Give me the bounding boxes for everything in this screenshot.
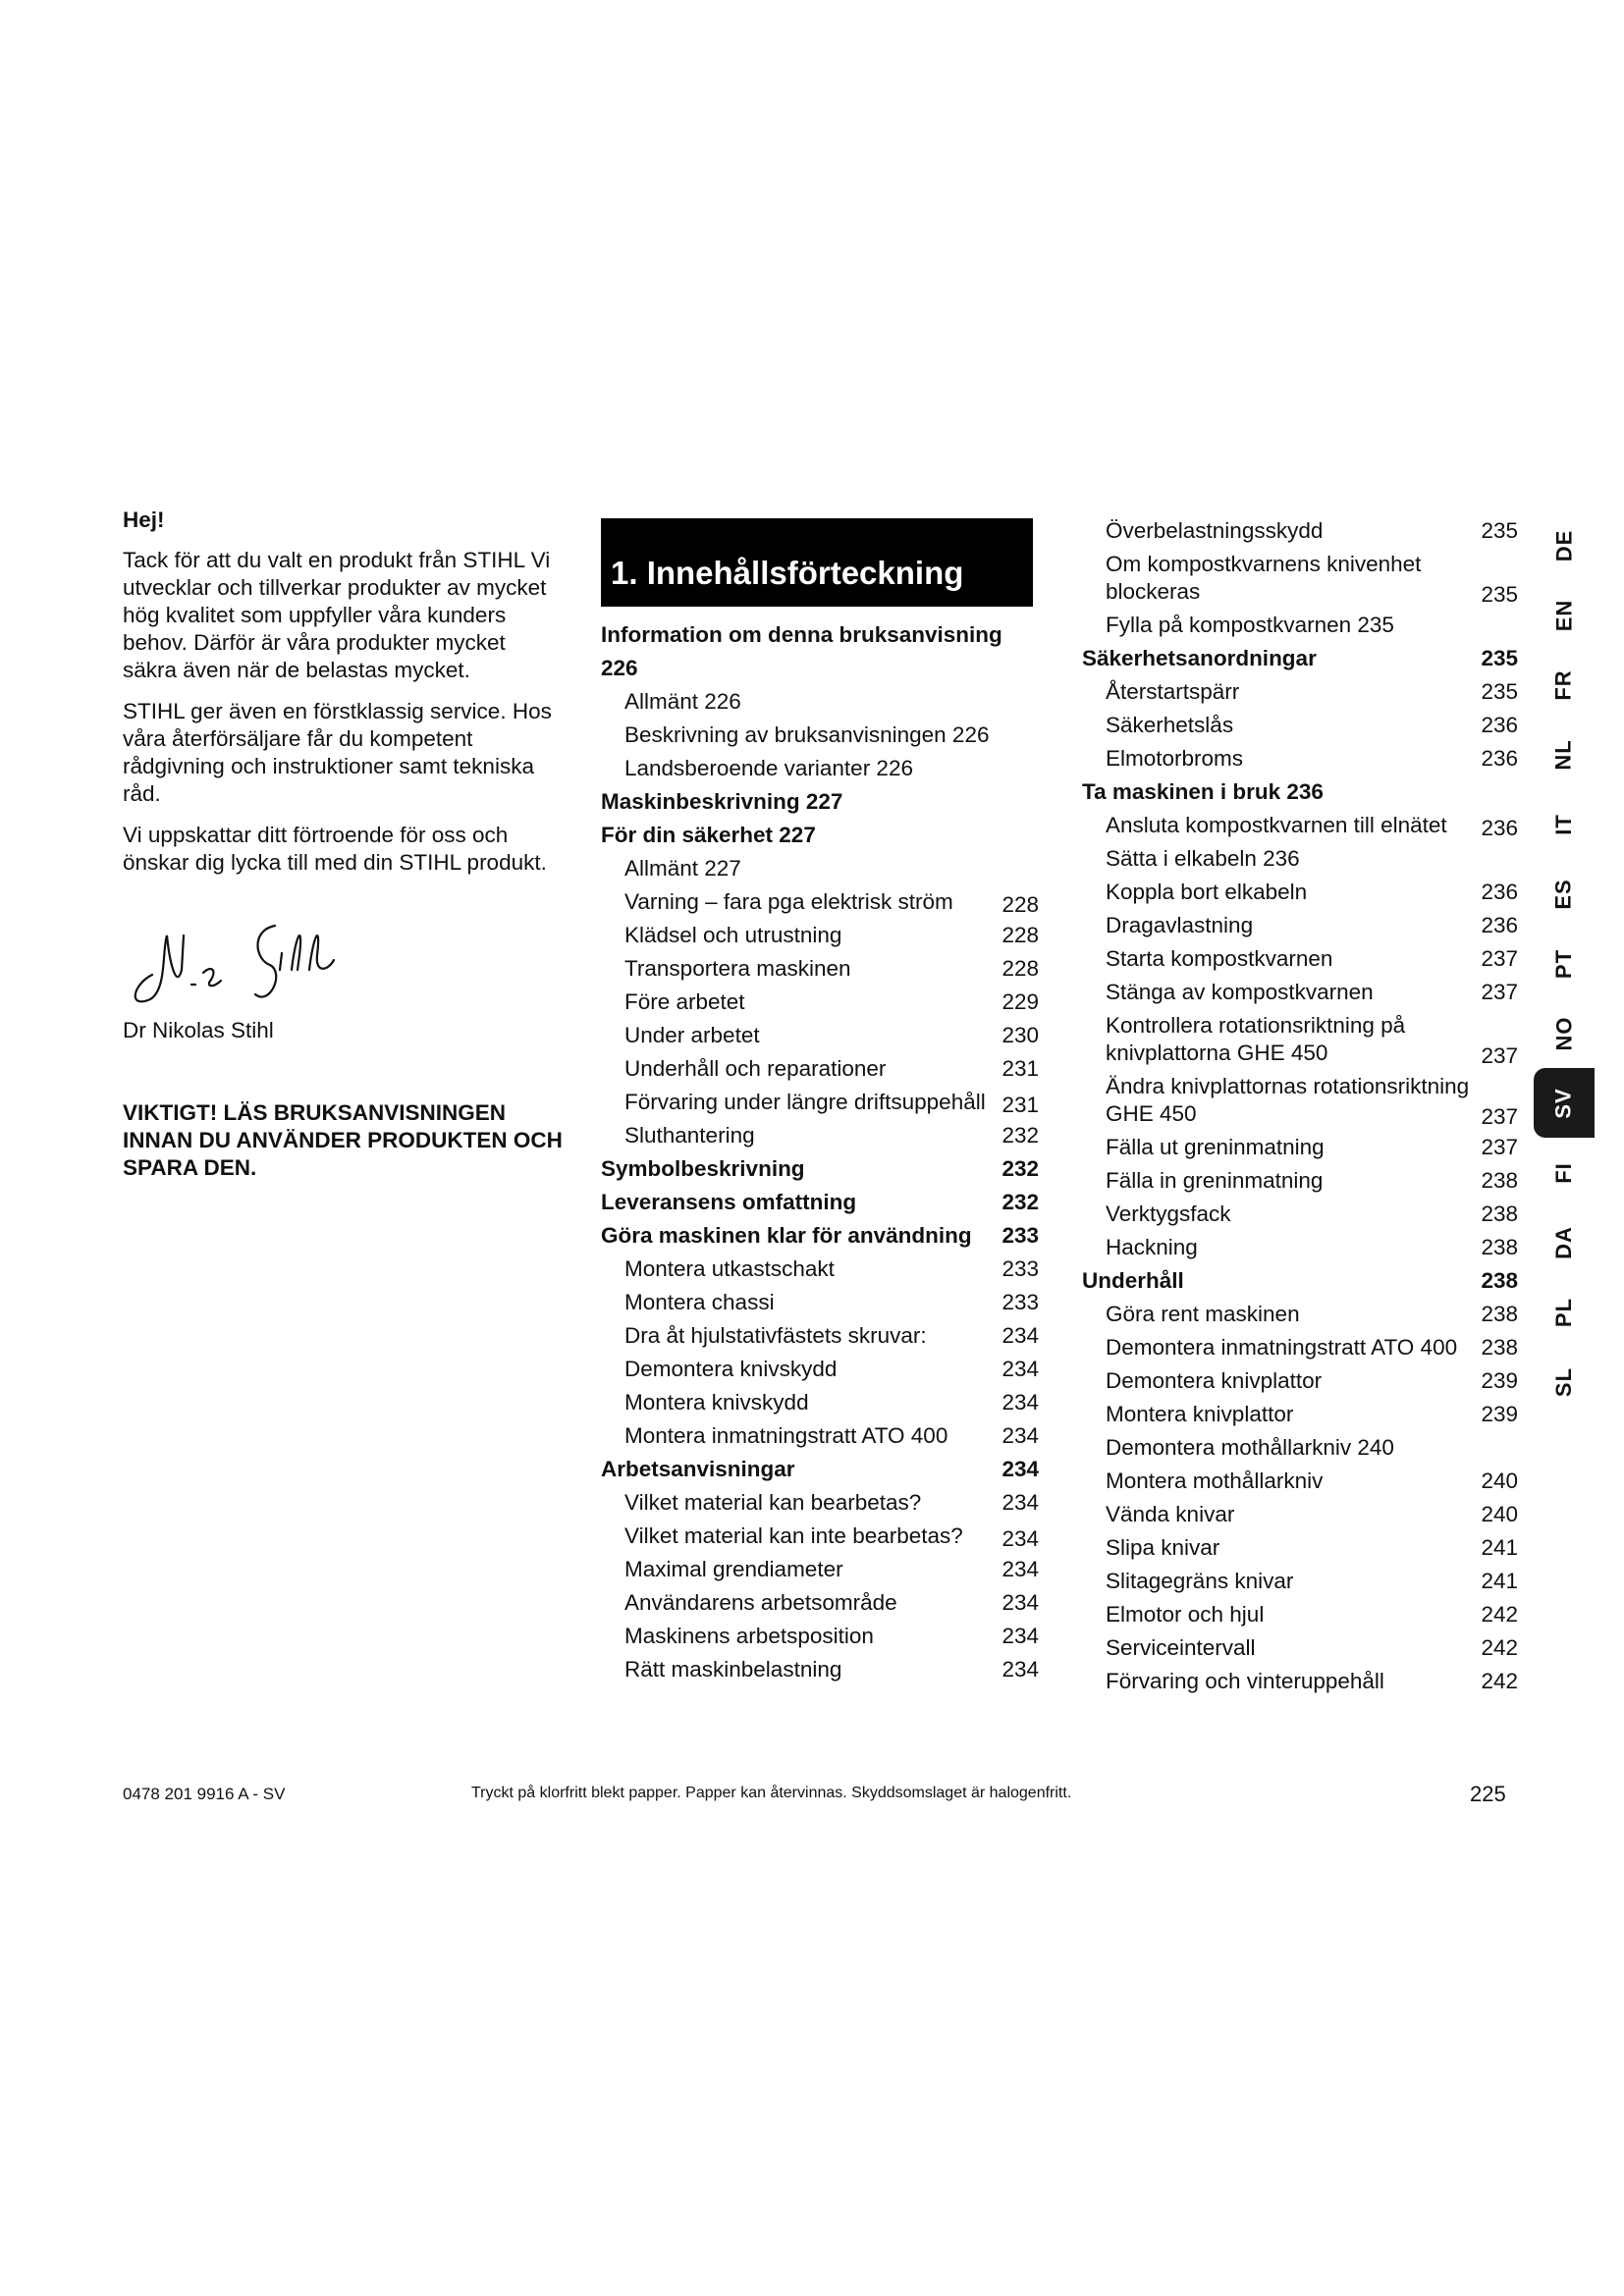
toc-page-number: 235 xyxy=(1481,646,1518,670)
toc-entry-title: Stänga av kompostkvarnen xyxy=(1106,980,1374,1004)
toc-page-number: 241 xyxy=(1481,1535,1518,1560)
toc-entry-title: Rätt maskinbelastning xyxy=(624,1657,842,1682)
language-tab-pl[interactable] xyxy=(1534,1277,1595,1347)
toc-entry-title: Starta kompostkvarnen xyxy=(1106,946,1333,971)
toc-entry xyxy=(1082,514,1518,548)
language-tab-pt[interactable] xyxy=(1534,929,1595,998)
toc-entry xyxy=(1082,1231,1518,1264)
language-tab-label: DA xyxy=(1551,1225,1576,1259)
toc-column-2 xyxy=(601,618,1039,1686)
toc-entry-title: Demontera mothållarkniv 240 xyxy=(1106,1435,1394,1460)
toc-entry-title: Före arbetet xyxy=(624,989,745,1014)
toc-entry-title: Maskinbeskrivning 227 xyxy=(601,789,843,814)
language-tab-fr[interactable] xyxy=(1534,650,1595,720)
toc-entry-title: Elmotorbroms xyxy=(1106,746,1244,771)
language-tab-fi[interactable] xyxy=(1534,1138,1595,1207)
toc-entry-title: Maskinens arbetsposition xyxy=(624,1624,874,1648)
toc-page-number: 237 xyxy=(1481,1104,1518,1129)
toc-entry-title: Montera knivskydd xyxy=(624,1390,809,1415)
toc-page-number: 234 xyxy=(1001,1526,1039,1551)
toc-entry xyxy=(1082,1070,1518,1131)
toc-page-number: 234 xyxy=(1001,1390,1039,1415)
toc-entry-title: Symbolbeskrivning xyxy=(601,1156,805,1181)
toc-page-number: 233 xyxy=(1001,1290,1039,1314)
language-tab-de[interactable] xyxy=(1534,510,1595,580)
toc-entry-title: Sluthantering xyxy=(624,1123,755,1148)
toc-entry-title: Landsberoende varianter 226 xyxy=(624,756,913,780)
toc-entry-title: Maximal grendiameter xyxy=(624,1557,843,1581)
language-tab-label: NO xyxy=(1551,1016,1576,1050)
toc-entry xyxy=(1082,809,1518,842)
toc-page-number: 241 xyxy=(1481,1569,1518,1593)
toc-page-number: 232 xyxy=(1001,1156,1039,1181)
toc-page-number: 233 xyxy=(1001,1223,1039,1248)
toc-entry xyxy=(1082,876,1518,909)
toc-entry-title: Vilket material kan inte bearbetas? xyxy=(624,1523,963,1548)
toc-entry-title: Under arbetet xyxy=(624,1023,760,1047)
toc-page-number: 231 xyxy=(1001,1056,1039,1081)
language-tab-label: SL xyxy=(1551,1366,1576,1397)
toc-entry-title: Ändra knivplattornas rotationsriktning GHE 450 xyxy=(1106,1074,1470,1126)
toc-entry-title: Vilket material kan bearbetas? xyxy=(624,1490,922,1515)
toc-page-number: 228 xyxy=(1001,892,1039,917)
language-tab-label: EN xyxy=(1551,599,1576,631)
toc-page-number: 239 xyxy=(1481,1368,1518,1393)
language-tab-nl[interactable] xyxy=(1534,720,1595,789)
toc-entry xyxy=(601,719,1039,752)
toc-entry xyxy=(601,1586,1039,1620)
toc-entry-title: Montera mothållarkniv xyxy=(1106,1468,1324,1493)
toc-page-number: 234 xyxy=(1001,1357,1039,1381)
toc-entry-title: Göra maskinen klar för användning xyxy=(601,1223,972,1248)
toc-page-number: 237 xyxy=(1481,946,1518,971)
toc-heading: 1. Innehållsförteckning xyxy=(601,518,1033,607)
toc-entry xyxy=(601,1119,1039,1152)
toc-entry-title: Dra åt hjulstativfästets skruvar: xyxy=(624,1323,927,1348)
toc-entry-title: Montera utkastschakt xyxy=(624,1256,835,1281)
toc-entry xyxy=(601,1253,1039,1286)
toc-entry-title: Underhåll och reparationer xyxy=(624,1056,887,1081)
toc-page-number: 234 xyxy=(1001,1557,1039,1581)
toc-entry-title: Slipa knivar xyxy=(1106,1535,1220,1560)
toc-entry xyxy=(1082,942,1518,976)
toc-page-number: 236 xyxy=(1481,816,1518,840)
toc-page-number: 237 xyxy=(1481,980,1518,1004)
language-tab-label: DE xyxy=(1551,529,1576,561)
toc-entry-title: Slitagegräns knivar xyxy=(1106,1569,1294,1593)
intro-paragraph-3: Vi uppskattar ditt förtroende för oss och önskar dig lycka till med din STIHL produkt. xyxy=(123,823,547,875)
toc-page-number: 236 xyxy=(1481,713,1518,737)
toc-section xyxy=(601,785,1039,819)
language-tab-sv[interactable] xyxy=(1534,1068,1595,1138)
toc-page-number: 242 xyxy=(1481,1669,1518,1693)
toc-section xyxy=(601,1186,1039,1219)
toc-page-number: 234 xyxy=(1001,1423,1039,1448)
signature-image xyxy=(123,916,378,1009)
toc-entry xyxy=(1082,909,1518,942)
toc-entry-title: Allmänt 226 xyxy=(624,689,741,714)
toc-entry xyxy=(601,1286,1039,1319)
language-tab-label: PT xyxy=(1551,948,1576,979)
toc-page-number: 238 xyxy=(1481,1235,1518,1259)
toc-entry-title: Förvaring under längre driftsuppehåll xyxy=(624,1090,986,1114)
toc-entry-title: Vända knivar xyxy=(1106,1502,1235,1526)
toc-entry xyxy=(601,1319,1039,1353)
toc-entry-title: Demontera knivplattor xyxy=(1106,1368,1323,1393)
toc-entry xyxy=(601,1653,1039,1686)
toc-entry-title: Fälla ut greninmatning xyxy=(1106,1135,1325,1159)
toc-page-number: 238 xyxy=(1481,1201,1518,1226)
toc-entry xyxy=(1082,1164,1518,1198)
toc-page-number: 232 xyxy=(1001,1123,1039,1148)
toc-entry-title: Beskrivning av bruksanvisningen 226 xyxy=(624,722,990,747)
toc-entry xyxy=(1082,609,1518,642)
toc-entry-title: Montera knivplattor xyxy=(1106,1402,1294,1426)
toc-page-number: 230 xyxy=(1001,1023,1039,1047)
toc-entry xyxy=(601,986,1039,1019)
toc-entry xyxy=(601,752,1039,785)
toc-entry xyxy=(1082,1465,1518,1498)
toc-page-number: 238 xyxy=(1481,1302,1518,1326)
toc-entry-title: Underhåll xyxy=(1082,1268,1184,1293)
toc-entry xyxy=(1082,1331,1518,1364)
toc-section xyxy=(601,1152,1039,1186)
toc-entry xyxy=(601,1386,1039,1419)
toc-entry xyxy=(1082,1498,1518,1531)
toc-page-number: 228 xyxy=(1001,956,1039,981)
toc-page-number: 231 xyxy=(1001,1093,1039,1117)
toc-entry xyxy=(601,1019,1039,1052)
toc-entry-title: Montera chassi xyxy=(624,1290,775,1314)
toc-section xyxy=(1082,1264,1518,1298)
greeting: Hej! xyxy=(123,507,165,532)
toc-entry xyxy=(601,919,1039,952)
toc-page-number: 236 xyxy=(1481,880,1518,904)
toc-page-number: 234 xyxy=(1001,1323,1039,1348)
language-tab-label: NL xyxy=(1550,738,1576,771)
toc-entry-title: Montera inmatningstratt ATO 400 xyxy=(624,1423,948,1448)
toc-entry-title: Information om denna bruksanvisning 226 xyxy=(601,622,1002,680)
page-number: 225 xyxy=(1470,1782,1506,1806)
toc-section xyxy=(601,1453,1039,1486)
language-tab-es[interactable] xyxy=(1534,859,1595,929)
toc-entry-title: Koppla bort elkabeln xyxy=(1106,880,1308,904)
language-tab-label: SV xyxy=(1550,1087,1576,1119)
toc-entry-title: Sätta i elkabeln 236 xyxy=(1106,846,1300,871)
language-tab-label: IT xyxy=(1551,813,1576,835)
toc-entry-title: Ansluta kompostkvarnen till elnätet xyxy=(1106,813,1447,837)
toc-entry-title: Användarens arbetsområde xyxy=(624,1590,897,1615)
toc-entry xyxy=(1082,742,1518,775)
language-tab-label: FR xyxy=(1550,668,1576,701)
toc-entry xyxy=(1082,1431,1518,1465)
toc-entry-title: Klädsel och utrustning xyxy=(624,923,842,947)
language-tab-sl[interactable] xyxy=(1534,1347,1595,1416)
toc-entry xyxy=(601,1353,1039,1386)
toc-page-number: 240 xyxy=(1481,1502,1518,1526)
toc-page-number: 238 xyxy=(1481,1168,1518,1193)
toc-page-number: 235 xyxy=(1481,518,1518,543)
toc-page-number: 240 xyxy=(1481,1468,1518,1493)
toc-entry xyxy=(1082,1131,1518,1164)
language-tab-da[interactable] xyxy=(1534,1207,1595,1277)
toc-entry xyxy=(1082,1198,1518,1231)
toc-entry xyxy=(1082,709,1518,742)
toc-page-number: 234 xyxy=(1001,1490,1039,1515)
toc-page-number: 228 xyxy=(1001,923,1039,947)
toc-section xyxy=(601,618,1039,685)
toc-entry xyxy=(1082,548,1518,609)
language-tab-label: PL xyxy=(1551,1297,1576,1327)
toc-entry-title: Om kompostkvarnens knivenhet blockeras xyxy=(1106,552,1422,604)
toc-page-number: 234 xyxy=(1001,1457,1039,1481)
toc-entry-title: Förvaring och vinteruppehåll xyxy=(1106,1669,1384,1693)
toc-entry xyxy=(1082,1298,1518,1331)
toc-entry xyxy=(601,852,1039,885)
language-tab-it[interactable] xyxy=(1534,789,1595,859)
toc-entry-title: Ta maskinen i bruk 236 xyxy=(1082,779,1324,804)
toc-entry-title: Verktygsfack xyxy=(1106,1201,1231,1226)
toc-entry-title: Leveransens omfattning xyxy=(601,1190,857,1214)
toc-entry xyxy=(601,1620,1039,1653)
toc-entry xyxy=(1082,1531,1518,1565)
toc-entry xyxy=(1082,1009,1518,1070)
toc-page-number: 234 xyxy=(1001,1624,1039,1648)
toc-entry-title: Återstartspärr xyxy=(1106,679,1240,704)
toc-entry-title: Kontrollera rotationsriktning på knivplattorna GHE 450 xyxy=(1106,1013,1406,1065)
language-tab-label: FI xyxy=(1551,1161,1576,1184)
toc-entry-title: Säkerhetslås xyxy=(1106,713,1234,737)
toc-entry xyxy=(601,885,1039,919)
toc-page-number: 236 xyxy=(1481,913,1518,937)
toc-entry-title: Fälla in greninmatning xyxy=(1106,1168,1324,1193)
toc-entry xyxy=(601,1520,1039,1553)
toc-entry-title: Arbetsanvisningar xyxy=(601,1457,795,1481)
toc-entry-title: Göra rent maskinen xyxy=(1106,1302,1300,1326)
toc-entry xyxy=(1082,1598,1518,1631)
toc-page-number: 242 xyxy=(1481,1602,1518,1627)
toc-entry-title: Varning – fara pga elektrisk ström xyxy=(624,889,953,914)
toc-entry-title: För din säkerhet 227 xyxy=(601,823,816,847)
toc-entry-title: Dragavlastning xyxy=(1106,913,1254,937)
toc-page-number: 238 xyxy=(1481,1268,1518,1293)
toc-page-number: 235 xyxy=(1481,679,1518,704)
toc-entry xyxy=(1082,1364,1518,1398)
toc-entry xyxy=(601,1486,1039,1520)
toc-page-number: 236 xyxy=(1481,746,1518,771)
toc-page-number: 238 xyxy=(1481,1335,1518,1360)
toc-entry xyxy=(601,1553,1039,1586)
warning-notice: VIKTIGT! LÄS BRUKSANVISNINGEN INNAN DU ANVÄNDER PRODUKTEN OCH SPARA DEN. xyxy=(123,1100,563,1180)
toc-entry-title: Serviceintervall xyxy=(1106,1635,1256,1660)
toc-entry xyxy=(1082,675,1518,709)
toc-entry xyxy=(601,1086,1039,1119)
toc-page-number: 237 xyxy=(1481,1043,1518,1068)
intro-column xyxy=(123,507,565,1182)
document-code: 0478 201 9916 A - SV xyxy=(123,1785,286,1803)
toc-entry xyxy=(601,952,1039,986)
toc-page-number: 234 xyxy=(1001,1590,1039,1615)
toc-page-number: 229 xyxy=(1001,989,1039,1014)
toc-entry xyxy=(601,685,1039,719)
language-tab-no[interactable] xyxy=(1534,998,1595,1068)
toc-entry xyxy=(601,1052,1039,1086)
toc-entry xyxy=(601,1419,1039,1453)
toc-entry xyxy=(1082,1631,1518,1665)
toc-section xyxy=(1082,642,1518,675)
toc-entry-title: Demontera knivskydd xyxy=(624,1357,838,1381)
toc-entry xyxy=(1082,1398,1518,1431)
toc-entry xyxy=(1082,976,1518,1009)
toc-page-number: 233 xyxy=(1001,1256,1039,1281)
toc-entry xyxy=(1082,1665,1518,1698)
toc-column-3 xyxy=(1082,514,1518,1698)
signer-name: Dr Nikolas Stihl xyxy=(123,1018,274,1042)
toc-page-number: 235 xyxy=(1481,582,1518,607)
toc-entry xyxy=(1082,1565,1518,1598)
toc-page-number: 242 xyxy=(1481,1635,1518,1660)
toc-entry-title: Hackning xyxy=(1106,1235,1198,1259)
toc-section xyxy=(601,819,1039,852)
toc-page-number: 234 xyxy=(1001,1657,1039,1682)
toc-section xyxy=(601,1219,1039,1253)
toc-entry-title: Demontera inmatningstratt ATO 400 xyxy=(1106,1335,1458,1360)
toc-page-number: 239 xyxy=(1481,1402,1518,1426)
toc-entry-title: Överbelastningsskydd xyxy=(1106,518,1324,543)
toc-entry-title: Transportera maskinen xyxy=(624,956,851,981)
toc-entry-title: Fylla på kompostkvarnen 235 xyxy=(1106,613,1394,637)
language-tabs xyxy=(1534,510,1595,1416)
toc-entry xyxy=(1082,842,1518,876)
toc-entry-title: Allmänt 227 xyxy=(624,856,741,881)
toc-section xyxy=(1082,775,1518,809)
toc-page-number: 232 xyxy=(1001,1190,1039,1214)
toc-page-number: 237 xyxy=(1481,1135,1518,1159)
intro-paragraph-2: STIHL ger även en förstklassig service. Hos våra återförsäljare får du kompetent rådgivning och instruktioner samt tekniska råd. xyxy=(123,699,552,806)
print-note: Tryckt på klorfritt blekt papper. Papper kan återvinnas. Skyddsomslaget är halogenfritt. xyxy=(471,1785,1072,1801)
intro-paragraph-1: Tack för att du valt en produkt från STIHL Vi utvecklar och tillverkar produkter av mycket hög kvalitet som uppfyller våra kunders behov. Därför är våra produkter mycket säkra även när de belastas mycket. xyxy=(123,548,551,682)
language-tab-label: ES xyxy=(1550,878,1576,910)
language-tab-en[interactable] xyxy=(1534,580,1595,650)
toc-entry-title: Säkerhetsanordningar xyxy=(1082,646,1317,670)
toc-entry-title: Elmotor och hjul xyxy=(1106,1602,1265,1627)
